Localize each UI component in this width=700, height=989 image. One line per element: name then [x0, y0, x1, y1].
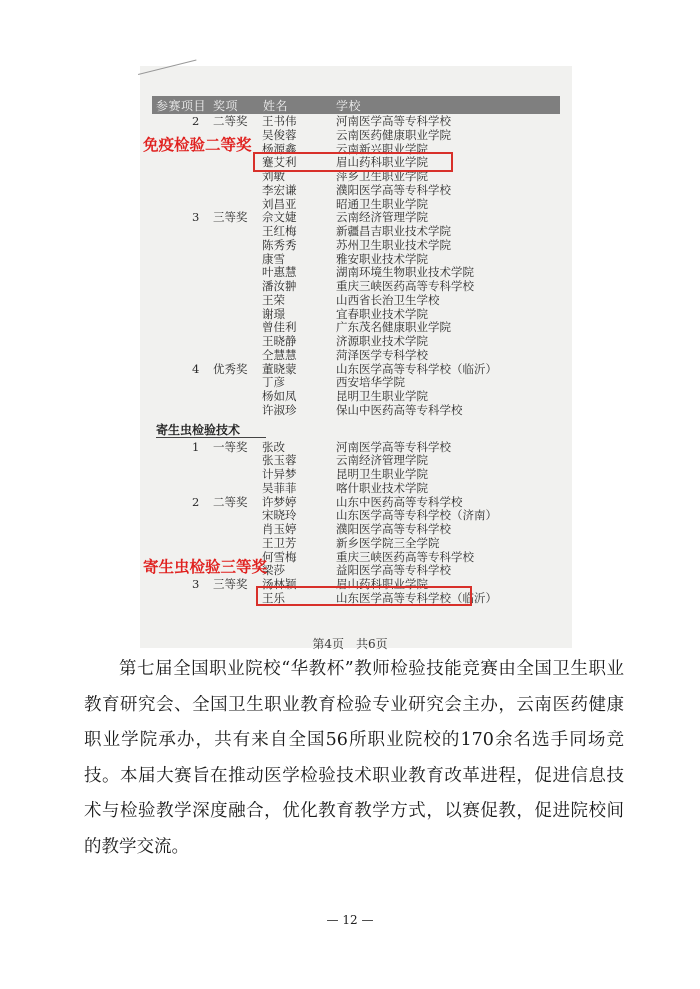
row-school: 广东茂名健康职业学院	[336, 320, 451, 335]
row-school: 眉山药科职业学院	[336, 155, 428, 170]
row-school: 济源职业技术学院	[336, 334, 428, 348]
row-name: 张玉蓉	[262, 453, 297, 468]
row-school: 昭通卫生职业学院	[336, 196, 428, 211]
row-name: 杨源鑫	[262, 141, 297, 156]
row-school: 益阳医学高等专科学校	[336, 563, 451, 578]
row-school: 新疆昌吉职业技术学院	[336, 224, 451, 238]
row-name: 计异梦	[262, 467, 297, 481]
row-award: 三等奖	[213, 210, 248, 225]
row-school: 昆明卫生职业学院	[336, 389, 428, 403]
row-number: 4	[192, 361, 200, 376]
row-name: 康雪	[262, 251, 285, 266]
row-number: 1	[192, 439, 200, 454]
row-name: 汤林颖	[262, 577, 297, 591]
row-name: 蹇艾利	[262, 155, 297, 170]
row-school: 山东医学高等专科学校（临沂）	[336, 361, 497, 376]
row-school: 濮阳医学高等专科学校	[336, 182, 451, 197]
row-school: 西安培华学院	[336, 375, 405, 390]
row-school: 云南医药健康职业学院	[336, 127, 451, 142]
row-name: 王卫芳	[262, 535, 297, 550]
row-school: 濮阳医学高等专科学校	[336, 522, 451, 536]
row-name: 梁莎	[262, 563, 285, 578]
row-number: 2	[192, 494, 200, 509]
row-school: 云南新兴职业学院	[336, 141, 428, 156]
row-school: 河南医学高等专科学校	[336, 114, 451, 128]
row-name: 王书伟	[262, 114, 297, 128]
row-name: 吴俊蓉	[262, 127, 297, 142]
row-school: 苏州卫生职业技术学院	[336, 237, 451, 252]
row-name: 宋晓玲	[262, 508, 297, 523]
row-name: 董晓蒙	[262, 361, 297, 376]
pen-mark	[138, 59, 196, 74]
row-name: 李宏谦	[262, 182, 297, 197]
row-name: 陈秀秀	[262, 237, 297, 252]
row-award: 优秀奖	[213, 361, 248, 376]
row-school: 菏泽医学专科学校	[336, 347, 428, 362]
row-school: 宜春职业技术学院	[336, 306, 428, 321]
row-name: 王荣	[262, 292, 285, 307]
row-name: 王晓静	[262, 334, 297, 348]
row-award: 二等奖	[213, 114, 248, 128]
row-name: 许淑珍	[262, 402, 297, 417]
row-name: 谢璟	[262, 306, 285, 321]
row-school: 云南经济管理学院	[336, 210, 428, 225]
row-name: 许梦婷	[262, 494, 297, 509]
row-name: 吴菲菲	[262, 480, 297, 495]
body-paragraph	[84, 652, 624, 865]
row-name: 佘文婕	[262, 210, 297, 225]
row-name: 刘昌亚	[262, 196, 297, 211]
row-school: 新乡医学院三全学院	[336, 535, 440, 550]
row-name: 仝慧慧	[262, 347, 297, 362]
row-name: 肖玉婷	[262, 522, 297, 536]
row-school: 山东医学高等专科学校（济南）	[336, 508, 497, 523]
row-number: 2	[192, 114, 200, 128]
row-school: 山东中医药高等专科学校	[336, 494, 463, 509]
row-name: 叶惠慧	[262, 265, 297, 280]
section-title: 寄生虫检验技术	[156, 422, 241, 437]
row-name: 张改	[262, 439, 285, 454]
scan-page-number: 第4页 共6页	[312, 637, 388, 651]
annotation-immuno-second: 免疫检验二等奖	[143, 136, 252, 154]
header-project: 参赛项目	[156, 99, 207, 113]
row-school: 湖南环境生物职业技术学院	[336, 265, 474, 280]
header-award: 奖项	[213, 99, 239, 113]
row-school: 山西省长治卫生学校	[336, 292, 440, 307]
row-school: 眉山药科职业学院	[336, 577, 428, 591]
row-school: 雅安职业技术学院	[336, 251, 428, 266]
row-school: 河南医学高等专科学校	[336, 439, 451, 454]
row-school: 重庆三峡医药高等专科学校	[336, 549, 474, 564]
row-name: 曾佳利	[262, 320, 297, 335]
row-name: 王乐	[262, 590, 285, 605]
highlight-box-1	[253, 152, 453, 172]
row-name: 潘汝翀	[262, 279, 297, 293]
row-school: 重庆三峡医药高等专科学校	[336, 279, 474, 293]
section-underline	[156, 437, 266, 438]
row-name: 何雪梅	[262, 549, 297, 564]
row-name: 杨如凤	[262, 389, 297, 403]
row-name: 丁彦	[262, 375, 285, 390]
row-school: 山东医学高等专科学校（临沂）	[336, 590, 497, 605]
paragraph-text: 第七届全国职业院校“华教杯”教师检验技能竞赛由全国卫生职业教育研究会、全国卫生职业教育检验专业研究会主办，云南医药健康职业学院承办，共有来自全国56所职业院校的170余名选手同场竞技。本届大赛旨在推动医学检验技术职业教育改革进程，促进信息技术与检验教学深度融合，优化教育教学方式，以赛促教，促进院校间的教学交流。	[84, 659, 624, 857]
row-name: 刘敏	[262, 169, 285, 183]
header-school: 学校	[336, 99, 362, 113]
highlight-box-2	[256, 586, 472, 606]
row-award: 三等奖	[213, 577, 248, 591]
row-school: 昆明卫生职业学院	[336, 467, 428, 481]
row-school: 保山中医药高等专科学校	[336, 402, 463, 417]
row-award: 一等奖	[213, 439, 248, 454]
row-school: 喀什职业技术学院	[336, 480, 428, 495]
row-award: 二等奖	[213, 494, 248, 509]
annotation-parasite-third: 寄生虫检验三等奖	[143, 558, 268, 576]
row-school: 萍乡卫生职业学院	[336, 169, 428, 183]
row-number: 3	[192, 210, 200, 225]
page-footer: — 12 —	[326, 913, 374, 927]
row-number: 3	[192, 577, 200, 591]
row-school: 云南经济管理学院	[336, 453, 428, 468]
header-name: 姓名	[263, 99, 289, 113]
row-name: 王红梅	[262, 224, 297, 238]
